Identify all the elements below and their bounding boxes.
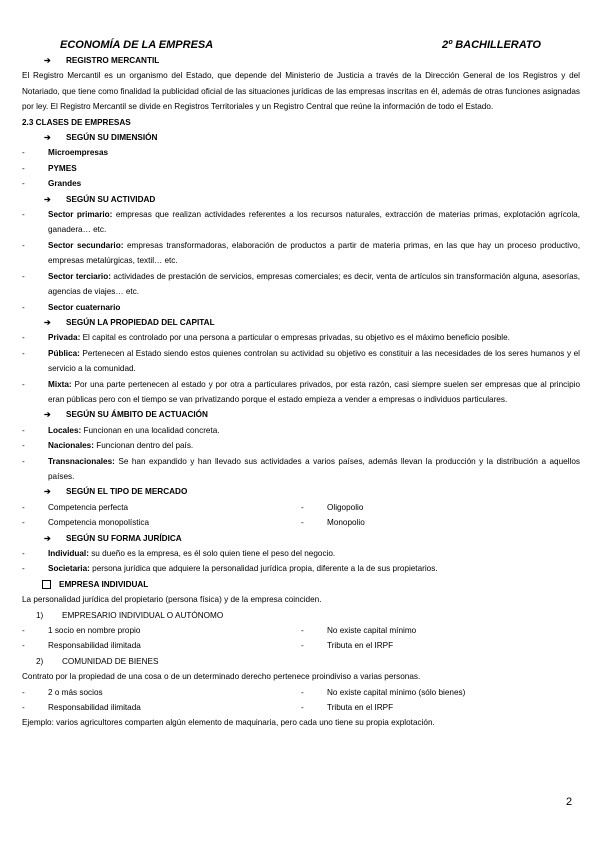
- list-item: - Transnacionales: Se han expandido y han llevado sus actividades a varios países, además llevan la producción y la distribución a aquellos países.: [22, 456, 580, 481]
- page-number: 2: [566, 796, 573, 808]
- mercado-row: - Competencia monopolística - Monopolio: [22, 518, 365, 528]
- sub1-row: - 1 socio en nombre propio - No existe capital mínimo: [22, 626, 417, 636]
- section-title: 2.3 CLASES DE EMPRESAS: [22, 117, 131, 127]
- list-item: - Privada: El capital es controlado por una persona a particular o empresas privadas, su objetivo es el máximo beneficio posible.: [22, 333, 510, 343]
- list-item: - Locales: Funcionan en una localidad concreta.: [22, 425, 220, 435]
- header-subject: ECONOMÍA DE LA EMPRESA: [60, 39, 214, 51]
- registro-heading: ➔ REGISTRO MERCANTIL: [22, 53, 580, 68]
- example-text: Ejemplo: varios agricultores comparten algún elemento de maquinaria, pero cada uno tiene su propia explotación.: [22, 718, 435, 728]
- arrow-icon: ➔: [44, 56, 51, 65]
- list-item: - Sector primario: empresas que realizan actividades referentes a los recursos naturales, extracción de materias primas, explotación agrícola, ganadera… etc.: [22, 210, 580, 235]
- propiedad-heading: ➔ SEGÚN LA PROPIEDAD DEL CAPITAL: [22, 315, 580, 330]
- list-item: - Sector cuaternario: [22, 302, 121, 312]
- sub2-heading: 2) COMUNIDAD DE BIENES: [36, 656, 159, 666]
- mercado-row: - Competencia perfecta - Oligopolio: [22, 502, 364, 512]
- ambito-heading: ➔ SEGÚN SU ÁMBITO DE ACTUACIÓN: [22, 407, 580, 422]
- arrow-icon: ➔: [44, 410, 51, 420]
- list-item: - PYMES: [22, 163, 77, 173]
- registro-paragraph: El Registro Mercantil es un organismo del Estado, que depende del Ministerio de Justicia a través de la Dirección General de los Registros y del Notariado, que tiene como finalidad la publicidad oficial de las situaciones jurídicas de las empresas inscritas en él, además de otras funciones asignadas por ley. El Registro Mercantil se divide en Registros Territoriales y un Registro Central que reúne la información de todo el Estado.: [22, 71, 580, 112]
- juridica-heading: ➔ SEGÚN SU FORMA JURÍDICA: [22, 531, 580, 546]
- arrow-icon: ➔: [44, 133, 51, 143]
- document-body: [22, 53, 580, 731]
- list-item: - Nacionales: Funcionan dentro del país.: [22, 441, 194, 451]
- list-item: - Sector secundario: empresas transformadoras, elaboración de productos a partir de materia primas, en las que hay un proceso productivo, empresas metalúrgicas, textil… etc.: [22, 240, 581, 266]
- arrow-icon: ➔: [44, 533, 51, 543]
- list-item: - Pública: Pertenecen al Estado siendo estos quienes controlan su actividad su objetivo es constituir a las necesidades de los seres humanos y el servicio a la comunidad.: [22, 348, 580, 374]
- arrow-icon: ➔: [44, 317, 51, 327]
- arrow-icon: ➔: [44, 487, 51, 497]
- list-item: - Individual: su dueño es la empresa, es él solo quien tiene el peso del negocio.: [22, 549, 336, 558]
- list-item: - Microempresas: [22, 148, 109, 158]
- sub2-row: - 2 o más socios - No existe capital mínimo (sólo bienes): [22, 687, 466, 697]
- individual-intro: La personalidad jurídica del propietario (persona física) y de la empresa coinciden.: [22, 595, 322, 605]
- empresa-individual-heading: EMPRESA INDIVIDUAL: [22, 577, 580, 592]
- sub2-intro: Contrato por la propiedad de una cosa o de un determinado derecho pertenece proindiviso a varias personas.: [22, 672, 421, 682]
- header-course: 2º BACHILLERATO: [442, 39, 541, 51]
- sub2-row: - Responsabilidad ilimitada - Tributa en el IRPF: [22, 703, 394, 713]
- list-item: - Mixta: Por una parte pertenecen al estado y por otra a particulares privados, por esta razón, casi siempre suelen ser empresas que al principio eran públicas pero con el tiempo se van privatizando porque el estado empieza a vender a empresas o individuos particulares.: [22, 379, 580, 404]
- dimension-heading: ➔ SEGÚN SU DIMENSIÓN: [22, 130, 580, 145]
- mercado-heading: ➔ SEGÚN EL TIPO DE MERCADO: [22, 484, 580, 499]
- list-item: - Societaria: persona jurídica que adquiere la personalidad jurídica propia, diferente a la de sus propietarios.: [22, 564, 438, 574]
- arrow-icon: ➔: [44, 194, 51, 204]
- list-item: - Sector terciario: actividades de prestación de servicios, empresas comerciales; es decir, venta de artículos sin transformación alguna, asesorías, agencias de viajes… etc.: [22, 271, 580, 297]
- sub1-heading: 1) EMPRESARIO INDIVIDUAL O AUTÓNOMO: [36, 610, 224, 620]
- sub1-row: - Responsabilidad ilimitada - Tributa en el IRPF: [22, 641, 394, 651]
- actividad-heading: ➔ SEGÚN SU ACTIVIDAD: [22, 192, 580, 207]
- list-item: - Grandes: [22, 179, 82, 189]
- checkbox-square-icon: [42, 580, 51, 589]
